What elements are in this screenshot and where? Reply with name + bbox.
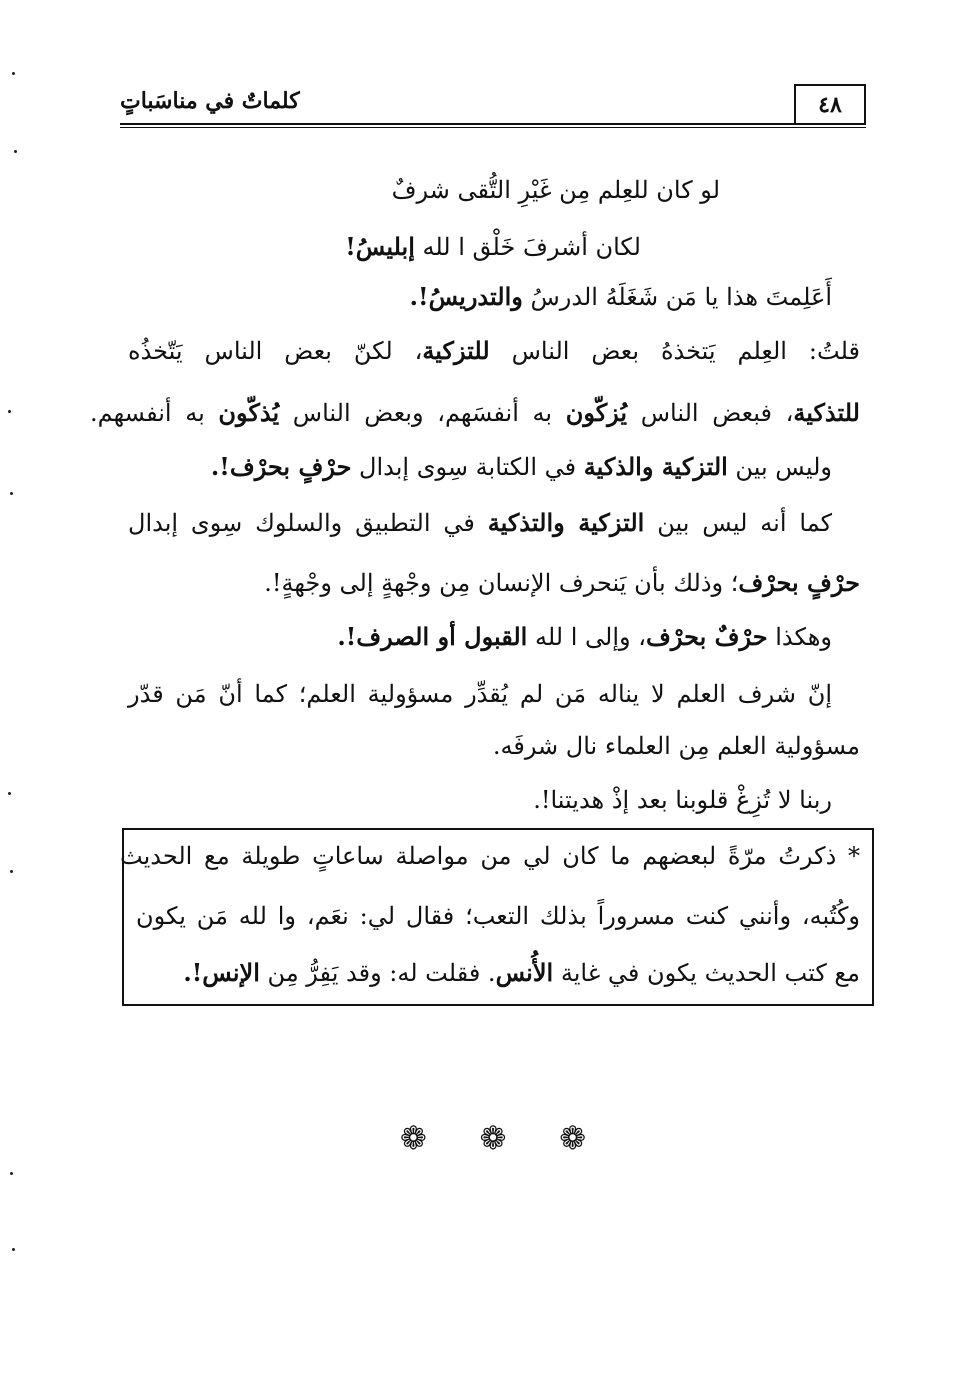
footnote-line-1: * ذكرتُ مرّةً لبعضهم ما كان لي من مواصلة ساعاتٍ طويلة مع الحديث <box>120 842 860 870</box>
header-rule <box>120 123 866 125</box>
scan-speck <box>8 410 11 413</box>
verse-line-1 <box>392 176 720 204</box>
paragraph-7: ربنا لا تُزِغْ قلوبنا بعد إذْ هديتنا!. <box>533 786 832 814</box>
footnote-line-2: وكُتُبه، وأنني كنت مسروراً بذلك التعب؛ فقال لي: نعَم، وا لله مَن يكون <box>136 902 860 930</box>
verse-emphasis: إبليسُ! <box>345 232 415 261</box>
scan-speck <box>10 492 13 495</box>
paragraph-4-line-1 <box>128 508 832 537</box>
emphasis: للتذكية <box>793 398 860 427</box>
text: في الكتابة سِوى إبدال <box>351 453 584 481</box>
scan-speck <box>14 150 17 153</box>
emphasis: يُذكّون <box>218 398 280 427</box>
scan-speck <box>12 1248 15 1251</box>
text: . فقلت له: وقد يَفِرُّ مِن <box>259 959 496 987</box>
paragraph-5 <box>337 622 832 651</box>
verse-line-2 <box>345 232 641 261</box>
paragraph-2-line-1 <box>128 336 860 365</box>
paragraph-2-line-2 <box>90 398 860 427</box>
flower-ornament-icon: ❁ <box>400 1119 427 1157</box>
scan-speck <box>12 72 15 75</box>
verse-text: لكان أشرفَ خَلْق ا لله <box>414 233 641 261</box>
text: كما أنه ليس بين <box>644 509 833 537</box>
verse-text: لو كان للعِلم مِن غَيْرِ التُّقى شرفٌ <box>391 176 720 204</box>
page-number: ٤٨ <box>794 84 866 124</box>
paragraph-3 <box>211 452 832 481</box>
emphasis: التزكية والذكية <box>583 452 728 481</box>
text: ، وإلى ا لله <box>527 623 646 651</box>
running-title: كلماتٌ في مناسَباتٍ <box>120 88 300 114</box>
emphasis: حرْفٌ بحرْف <box>645 622 768 651</box>
paragraph-4-line-2 <box>264 568 860 597</box>
scan-speck <box>8 792 11 795</box>
flower-ornament-icon: ❁ <box>559 1119 586 1157</box>
emphasis: الإنس!. <box>183 958 260 987</box>
header-rule-thin <box>120 127 866 128</box>
text: ، لكنّ بعض الناس يَتّخذُه <box>128 337 423 365</box>
text: ؛ وذلك بأن يَنحرف الإنسان مِن وجْهةٍ إلى وجْهةٍ!. <box>264 569 739 597</box>
emphasis: التزكية والتذكية <box>487 508 645 537</box>
section-ornaments <box>400 1120 586 1156</box>
paragraph-1 <box>410 282 832 311</box>
emphasis: حرْفٍ بحرْف!. <box>210 452 352 481</box>
emphasis: والتدريسُ!. <box>409 282 523 311</box>
text: به أنفسَهم، وبعض الناس <box>279 399 566 427</box>
text: به أنفسهم. <box>90 399 219 427</box>
text: مع كتب الحديث يكون في غاية <box>553 959 860 987</box>
paragraph-6-line-1: إنّ شرف العلم لا يناله مَن لم يُقدِّر مسؤولية العلم؛ كما أنّ مَن قدّر <box>128 680 832 708</box>
scan-speck <box>10 870 13 873</box>
footnote-line-3 <box>183 958 860 987</box>
text: قلتُ: العِلم يَتخذهُ بعض الناس <box>489 337 860 365</box>
scan-speck <box>10 1172 13 1175</box>
text: أَعَلِمتَ هذا يا مَن شَغَلَهُ الدرسُ <box>522 283 832 311</box>
paragraph-6-line-2: مسؤولية العلم مِن العلماء نال شرفَه. <box>492 732 860 760</box>
emphasis: للتزكية <box>422 336 490 365</box>
flower-ornament-icon: ❁ <box>479 1119 507 1157</box>
running-header <box>120 84 866 124</box>
text: ، فبعض الناس <box>627 399 794 427</box>
text: في التطبيق والسلوك سِوى إبدال <box>128 509 488 537</box>
emphasis: يُزكّون <box>565 398 628 427</box>
emphasis: القبول أو الصرف!. <box>337 622 528 651</box>
emphasis: حرْفٍ بحرْف <box>738 568 860 597</box>
emphasis: الأُنس <box>495 958 554 987</box>
text: وهكذا <box>767 623 832 651</box>
text: وليس بين <box>727 453 832 481</box>
